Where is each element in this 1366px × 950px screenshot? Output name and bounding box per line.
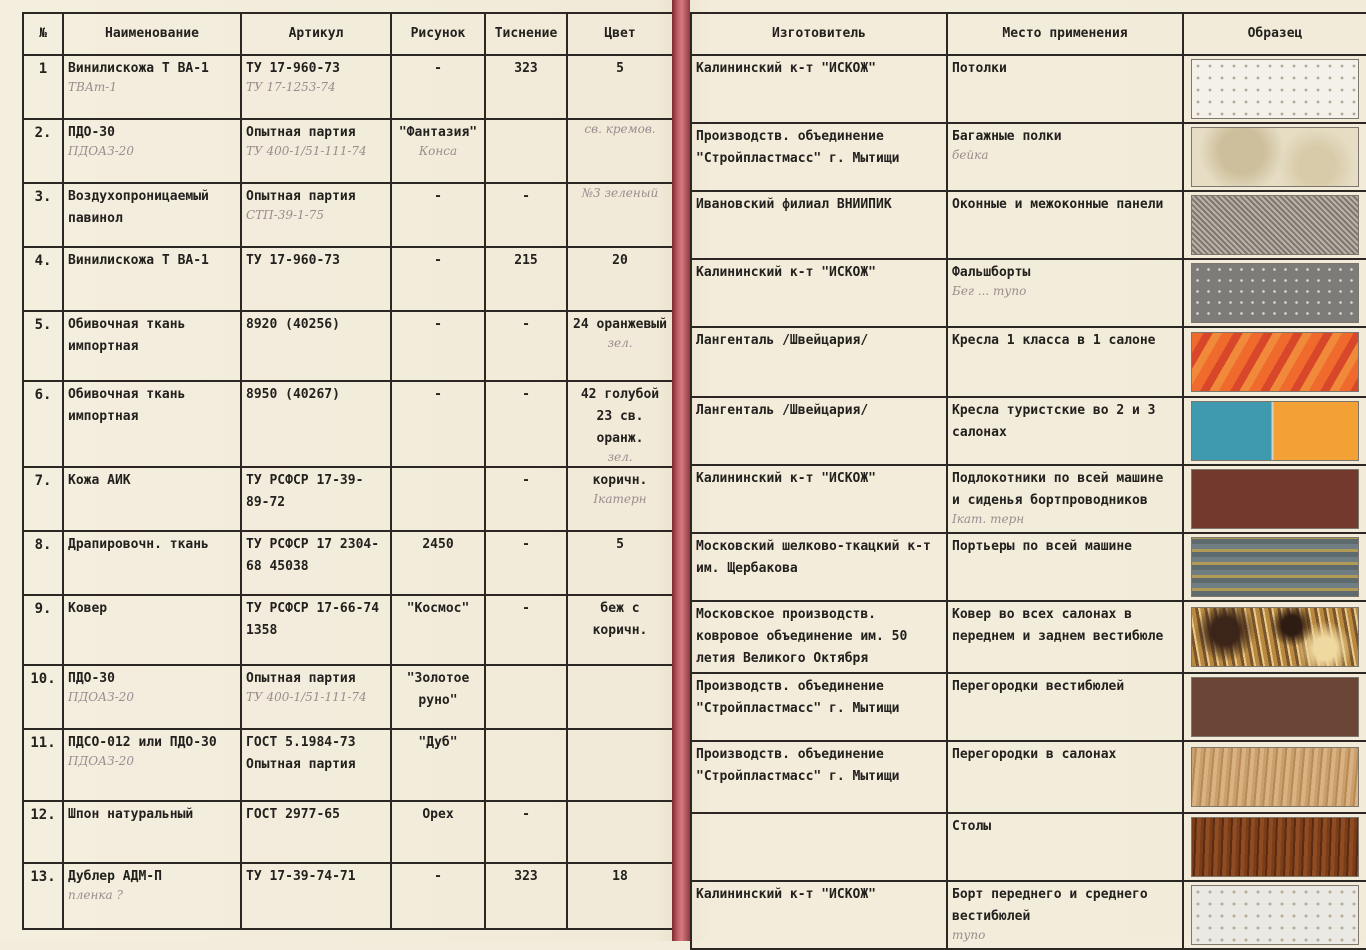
row-number-cell	[23, 119, 63, 183]
color-code-cell	[567, 665, 673, 729]
pattern-name: -	[434, 253, 442, 268]
emboss-code-cell	[485, 467, 567, 531]
manufacturer-cell	[691, 465, 947, 533]
handwritten-note: зел.	[607, 336, 633, 350]
material-name-cell	[63, 119, 241, 183]
manufacturer: Калининский к-т "ИСКОЖ"	[696, 887, 877, 902]
emboss-code-cell	[485, 595, 567, 665]
material-name: Обивочная ткань импортная	[68, 387, 186, 424]
article-code: ТУ 17-960-73	[246, 253, 340, 268]
table-row	[23, 729, 673, 801]
row-number: 5.	[34, 317, 52, 333]
manufacturer: Лангенталь /Швейцария/	[696, 403, 869, 418]
article-code-cell	[241, 729, 391, 801]
handwritten-note: зел.	[607, 450, 633, 464]
material-name-cell	[63, 381, 241, 467]
material-name: Воздухопроницаемый павинол	[68, 189, 209, 226]
application-cell	[947, 533, 1183, 601]
material-name: ПДО-30	[68, 671, 115, 686]
handwritten-note: Iкат. терн	[952, 512, 1025, 526]
emboss-code-cell	[485, 863, 567, 929]
sample-cell	[1183, 123, 1366, 191]
sample-cell	[1183, 741, 1366, 813]
material-name: ПДО-30	[68, 125, 115, 140]
article-code-cell	[241, 863, 391, 929]
emboss-code: -	[522, 317, 530, 332]
handwritten-note: тупо	[952, 928, 986, 942]
manufacturer: Производств. объединение "Стройпластмасс" г. Мытищи	[696, 747, 900, 784]
table-row	[691, 123, 1366, 191]
table-row	[23, 247, 673, 311]
right-header-row	[691, 13, 1366, 55]
material-name-cell	[63, 531, 241, 595]
table-row	[23, 183, 673, 247]
article-code: ТУ 17-39-74-71	[246, 869, 356, 884]
material-name: Винилискожа Т ВА-1	[68, 61, 209, 76]
material-name-cell	[63, 595, 241, 665]
sample-cell	[1183, 465, 1366, 533]
pattern-name-cell	[391, 801, 485, 863]
column-header: Место применения	[947, 13, 1183, 55]
pattern-name-cell	[391, 467, 485, 531]
sample-brown-leather	[1191, 469, 1359, 529]
sample-grey-woven	[1191, 195, 1359, 255]
manufacturer-cell	[691, 673, 947, 741]
manufacturer: Московский шелково-ткацкий к-т им. Щербакова	[696, 539, 931, 576]
table-row	[691, 533, 1366, 601]
emboss-code-cell	[485, 665, 567, 729]
emboss-code-cell	[485, 311, 567, 381]
table-row	[23, 119, 673, 183]
handwritten-note: бейка	[952, 148, 989, 162]
article-code-cell	[241, 55, 391, 119]
material-name-cell	[63, 801, 241, 863]
sample-cell	[1183, 397, 1366, 465]
application-cell	[947, 741, 1183, 813]
application-place: Подлокотники по всей машине и сиденья бортпроводников	[952, 471, 1164, 508]
pattern-name: 2450	[422, 537, 454, 552]
article-code: ТУ 17-960-73	[246, 61, 340, 76]
sample-cell	[1183, 55, 1366, 123]
handwritten-note: Iкатерн	[593, 492, 647, 506]
article-code: ТУ РСФСР 17-66-74 1358	[246, 601, 380, 638]
table-row	[691, 327, 1366, 397]
row-number: 6.	[34, 387, 52, 403]
material-name: Обивочная ткань импортная	[68, 317, 186, 354]
materials-table-right	[690, 12, 1366, 950]
article-code: Опытная партия	[246, 189, 356, 204]
pattern-name-cell	[391, 381, 485, 467]
application-cell	[947, 813, 1183, 881]
table-row	[23, 55, 673, 119]
material-name-cell	[63, 729, 241, 801]
color-code-cell	[567, 729, 673, 801]
material-name-cell	[63, 183, 241, 247]
row-number-cell	[23, 311, 63, 381]
application-place: Багажные полки	[952, 129, 1062, 144]
table-row	[23, 863, 673, 929]
emboss-code: -	[522, 601, 530, 616]
color-code-cell	[567, 595, 673, 665]
application-cell	[947, 465, 1183, 533]
table-row	[23, 595, 673, 665]
table-row	[691, 601, 1366, 673]
table-row	[691, 397, 1366, 465]
handwritten-note: ТУ 400-1/51-111-74	[246, 690, 367, 704]
color-code-cell	[567, 863, 673, 929]
article-code: Опытная партия	[246, 671, 356, 686]
emboss-code: 323	[514, 61, 538, 76]
application-cell	[947, 259, 1183, 327]
color-code: 18	[612, 869, 628, 884]
table-row	[23, 665, 673, 729]
article-code-cell	[241, 665, 391, 729]
article-code-cell	[241, 247, 391, 311]
column-header: Цвет	[567, 13, 673, 55]
article-code: 8920 (40256)	[246, 317, 340, 332]
sample-cell	[1183, 881, 1366, 949]
article-code-cell	[241, 381, 391, 467]
article-code-cell	[241, 467, 391, 531]
handwritten-note: Конса	[418, 144, 458, 158]
color-code: беж с коричн.	[592, 601, 648, 638]
article-code: ГОСТ 2977-65	[246, 807, 340, 822]
application-cell	[947, 881, 1183, 949]
material-name-cell	[63, 311, 241, 381]
book-spine	[672, 0, 690, 941]
table-row	[691, 55, 1366, 123]
manufacturer-cell	[691, 259, 947, 327]
row-number: 13.	[30, 869, 56, 885]
sample-cell	[1183, 533, 1366, 601]
article-code-cell	[241, 531, 391, 595]
pattern-name: -	[434, 61, 442, 76]
color-code-cell	[567, 119, 673, 183]
color-code: 42 голубой 23 св. оранж.	[580, 387, 660, 446]
material-name-cell	[63, 665, 241, 729]
row-number: 12.	[30, 807, 56, 823]
application-place: Оконные и межоконные панели	[952, 197, 1164, 212]
handwritten-note: Бег ... тупо	[952, 284, 1027, 298]
pattern-name-cell	[391, 729, 485, 801]
manufacturer-cell	[691, 881, 947, 949]
row-number: 3.	[34, 189, 52, 205]
sample-grey-dotted	[1191, 263, 1359, 323]
pattern-name: -	[434, 317, 442, 332]
row-number: 9.	[34, 601, 52, 617]
pattern-name-cell	[391, 183, 485, 247]
material-name: Дублер АДМ-П	[68, 869, 162, 884]
color-code-cell	[567, 55, 673, 119]
pattern-name-cell	[391, 119, 485, 183]
handwritten-note: ТВАт-1	[68, 80, 117, 94]
material-name: ПДСО-012 или ПДО-30	[68, 735, 217, 750]
color-code-cell	[567, 183, 673, 247]
color-code: 24 оранжевый	[573, 317, 667, 332]
manufacturer: Калининский к-т "ИСКОЖ"	[696, 61, 877, 76]
row-number-cell	[23, 183, 63, 247]
application-place: Борт переднего и среднего вестибюлей	[952, 887, 1148, 924]
manufacturer: Московское производств. ковровое объединение им. 50 летия Великого Октября	[696, 607, 908, 666]
pattern-name-cell	[391, 247, 485, 311]
row-number-cell	[23, 863, 63, 929]
manufacturer: Производств. объединение "Стройпластмасс" г. Мытищи	[696, 129, 900, 166]
material-name-cell	[63, 467, 241, 531]
row-number-cell	[23, 247, 63, 311]
column-header: Рисунок	[391, 13, 485, 55]
manufacturer-cell	[691, 813, 947, 881]
sample-drapery	[1191, 537, 1359, 597]
row-number: 2.	[34, 125, 52, 141]
table-row	[691, 813, 1366, 881]
article-code: ТУ РСФСР 17 2304-68 45038	[246, 537, 380, 574]
handwritten-note: ПДОАЗ-20	[68, 690, 134, 704]
column-header: Тиснение	[485, 13, 567, 55]
sample-white-dotted	[1191, 59, 1359, 119]
article-code-cell	[241, 801, 391, 863]
material-name: Драпировочн. ткань	[68, 537, 209, 552]
emboss-code: -	[522, 189, 530, 204]
application-place: Портьеры по всей машине	[952, 539, 1133, 554]
emboss-code: -	[522, 807, 530, 822]
application-cell	[947, 397, 1183, 465]
row-number: 7.	[34, 473, 52, 489]
row-number-cell	[23, 381, 63, 467]
right-page	[690, 0, 1366, 941]
emboss-code-cell	[485, 801, 567, 863]
color-code: коричн.	[592, 473, 648, 488]
sample-cell	[1183, 813, 1366, 881]
sample-cell	[1183, 673, 1366, 741]
column-header: Изготовитель	[691, 13, 947, 55]
manufacturer: Производств. объединение "Стройпластмасс" г. Мытищи	[696, 679, 900, 716]
application-cell	[947, 327, 1183, 397]
manufacturer-cell	[691, 741, 947, 813]
application-place: Перегородки вестибюлей	[952, 679, 1125, 694]
application-cell	[947, 673, 1183, 741]
pattern-name: -	[434, 189, 442, 204]
row-number-cell	[23, 665, 63, 729]
article-code-cell	[241, 595, 391, 665]
table-row	[23, 311, 673, 381]
pattern-name-cell	[391, 665, 485, 729]
handwritten-note: св. кремов.	[584, 122, 656, 136]
sample-cell	[1183, 259, 1366, 327]
row-number: 10.	[30, 671, 56, 687]
emboss-code-cell	[485, 381, 567, 467]
handwritten-note: №3 зеленый	[581, 186, 659, 200]
pattern-name-cell	[391, 595, 485, 665]
row-number: 1	[38, 61, 48, 77]
manufacturer: Калининский к-т "ИСКОЖ"	[696, 471, 877, 486]
emboss-code-cell	[485, 247, 567, 311]
application-cell	[947, 123, 1183, 191]
application-place: Фальшборты	[952, 265, 1031, 280]
emboss-code-cell	[485, 119, 567, 183]
application-cell	[947, 55, 1183, 123]
manufacturer-cell	[691, 123, 947, 191]
handwritten-note: ТУ 400-1/51-111-74	[246, 144, 367, 158]
material-name: Винилискожа Т ВА-1	[68, 253, 209, 268]
row-number: 11.	[30, 735, 56, 751]
left-header-row	[23, 13, 673, 55]
column-header: Образец	[1183, 13, 1366, 55]
manufacturer-cell	[691, 601, 947, 673]
application-cell	[947, 601, 1183, 673]
sample-walnut	[1191, 817, 1359, 877]
article-code: ТУ РСФСР 17-39-89-72	[246, 473, 364, 510]
handwritten-note: ТУ 17-1253-74	[246, 80, 336, 94]
emboss-code: 215	[514, 253, 538, 268]
sample-blue-orange-fabric	[1191, 401, 1359, 461]
application-place: Ковер во всех салонах в переднем и заднем вестибюле	[952, 607, 1164, 644]
table-row	[691, 741, 1366, 813]
material-name: Шпон натуральный	[68, 807, 194, 822]
pattern-name-cell	[391, 863, 485, 929]
color-code: 20	[612, 253, 628, 268]
material-name-cell	[63, 863, 241, 929]
article-code: 8950 (40267)	[246, 387, 340, 402]
emboss-code-cell	[485, 729, 567, 801]
table-row	[23, 531, 673, 595]
pattern-name-cell	[391, 531, 485, 595]
manufacturer-cell	[691, 327, 947, 397]
column-header: Наименование	[63, 13, 241, 55]
sample-beige-marble	[1191, 127, 1359, 187]
row-number: 8.	[34, 537, 52, 553]
sample-cell	[1183, 327, 1366, 397]
column-header: Артикул	[241, 13, 391, 55]
row-number-cell	[23, 801, 63, 863]
handwritten-note: ПДОАЗ-20	[68, 144, 134, 158]
emboss-code: -	[522, 387, 530, 402]
material-name: Кожа АИК	[68, 473, 131, 488]
table-row	[691, 259, 1366, 327]
manufacturer-cell	[691, 397, 947, 465]
sample-golden-fleece	[1191, 677, 1359, 737]
manufacturer-cell	[691, 533, 947, 601]
row-number-cell	[23, 595, 63, 665]
row-number-cell	[23, 531, 63, 595]
application-place: Перегородки в салонах	[952, 747, 1117, 762]
table-row	[23, 467, 673, 531]
pattern-name: "Фантазия"	[398, 125, 478, 140]
row-number: 4.	[34, 253, 52, 269]
pattern-name: Орех	[422, 807, 454, 822]
emboss-code: -	[522, 537, 530, 552]
article-code-cell	[241, 311, 391, 381]
manufacturer-cell	[691, 55, 947, 123]
left-page	[0, 0, 672, 941]
color-code-cell	[567, 531, 673, 595]
manufacturer: Ивановский филиал ВНИИПИК	[696, 197, 892, 212]
sample-orange-fabric	[1191, 332, 1359, 392]
sample-cell	[1183, 601, 1366, 673]
pattern-name: "Золотое руно"	[406, 671, 470, 708]
pattern-name-cell	[391, 55, 485, 119]
table-row	[691, 881, 1366, 949]
sample-oak	[1191, 747, 1359, 807]
manufacturer-cell	[691, 191, 947, 259]
article-code: ГОСТ 5.1984-73 Опытная партия	[246, 735, 356, 772]
article-code-cell	[241, 183, 391, 247]
application-place: Кресла туристские во 2 и 3 салонах	[952, 403, 1156, 440]
color-code-cell	[567, 381, 673, 467]
material-name-cell	[63, 247, 241, 311]
sample-white-dotted-2	[1191, 885, 1359, 945]
sample-cell	[1183, 191, 1366, 259]
article-code: Опытная партия	[246, 125, 356, 140]
handwritten-note: ПДОАЗ-20	[68, 754, 134, 768]
color-code-cell	[567, 467, 673, 531]
color-code-cell	[567, 247, 673, 311]
row-number-cell	[23, 467, 63, 531]
emboss-code: -	[522, 473, 530, 488]
material-name-cell	[63, 55, 241, 119]
table-row	[691, 465, 1366, 533]
emboss-code-cell	[485, 531, 567, 595]
application-cell	[947, 191, 1183, 259]
pattern-name-cell	[391, 311, 485, 381]
table-row	[691, 673, 1366, 741]
handwritten-note: СТП-39-1-75	[246, 208, 324, 222]
application-place: Кресла 1 класса в 1 салоне	[952, 333, 1156, 348]
table-row	[23, 801, 673, 863]
row-number-cell	[23, 55, 63, 119]
manufacturer: Калининский к-т "ИСКОЖ"	[696, 265, 877, 280]
color-code: 5	[616, 61, 624, 76]
table-row	[691, 191, 1366, 259]
pattern-name: -	[434, 869, 442, 884]
emboss-code-cell	[485, 183, 567, 247]
table-row	[23, 381, 673, 467]
color-code: 5	[616, 537, 624, 552]
color-code-cell	[567, 801, 673, 863]
manufacturer: Лангенталь /Швейцария/	[696, 333, 869, 348]
handwritten-note: пленка ?	[68, 888, 123, 902]
row-number-cell	[23, 729, 63, 801]
application-place: Потолки	[952, 61, 1007, 76]
material-name: Ковер	[68, 601, 108, 616]
sample-carpet	[1191, 607, 1359, 667]
pattern-name: "Космос"	[406, 601, 470, 616]
color-code-cell	[567, 311, 673, 381]
pattern-name: -	[434, 387, 442, 402]
article-code-cell	[241, 119, 391, 183]
pattern-name: "Дуб"	[418, 735, 458, 750]
emboss-code: 323	[514, 869, 538, 884]
materials-table-left	[22, 12, 674, 930]
application-place: Столы	[952, 819, 992, 834]
column-header: №	[23, 13, 63, 55]
emboss-code-cell	[485, 55, 567, 119]
